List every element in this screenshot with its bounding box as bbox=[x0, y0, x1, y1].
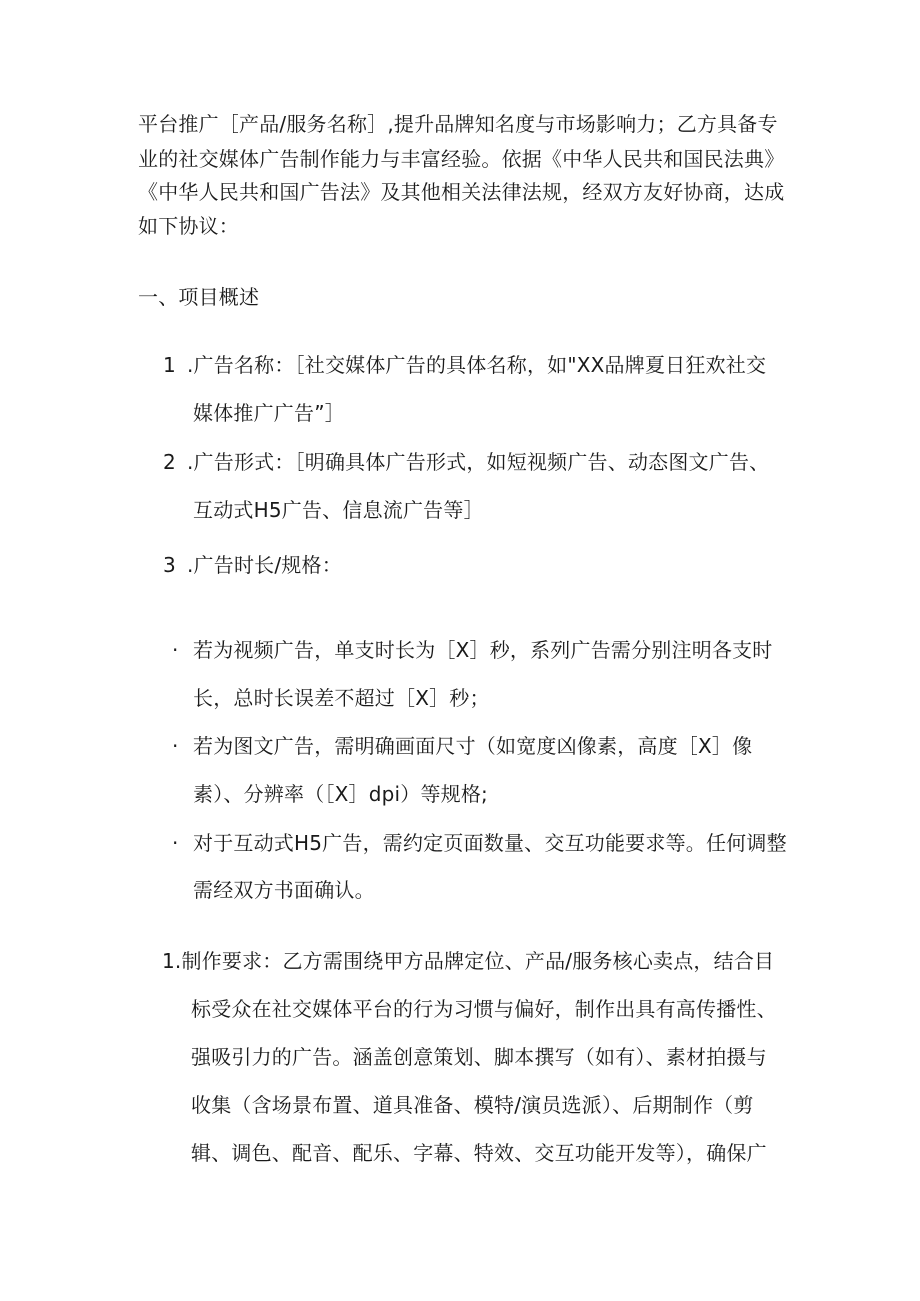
bullet-marker-2: · bbox=[172, 734, 179, 758]
section-heading: 一、项目概述 bbox=[138, 285, 260, 309]
requirement-line-2: 标受众在社交媒体平台的行为习惯与偏好，制作出具有高传播性、 bbox=[191, 997, 777, 1021]
bullet-marker-1: · bbox=[172, 638, 179, 662]
bullet-1-line-1: 若为视频广告，单支时长为［X］秒，系列广告需分别注明各支时 bbox=[193, 638, 773, 662]
bullet-marker-3: · bbox=[172, 831, 179, 855]
intro-line-3: 《中华人民共和国广告法》及其他相关法律法规，经双方友好协商，达成 bbox=[138, 180, 785, 204]
item-number-2: 2 bbox=[163, 450, 176, 474]
requirement-line-1: 1.制作要求：乙方需围绕甲方品牌定位、产品/服务核心卖点，结合目 bbox=[162, 949, 775, 973]
bullet-1-line-2: 长，总时长误差不超过［X］秒； bbox=[193, 686, 490, 710]
bullet-2-line-1: 若为图文广告，需明确画面尺寸（如宽度凶像素，高度［X］像 bbox=[193, 734, 753, 758]
item-number-1: 1 bbox=[163, 353, 176, 377]
intro-line-1: 平台推广［产品/服务名称］,提升品牌知名度与市场影响力；乙方具备专 bbox=[138, 112, 778, 136]
intro-line-4: 如下协议： bbox=[138, 214, 239, 238]
bullet-3-line-2: 需经双方书面确认。 bbox=[193, 878, 375, 902]
item-3-line-1: .广告时长/规格： bbox=[187, 553, 342, 577]
item-1-line-1: .广告名称：［社交媒体广告的具体名称，如"XX品牌夏日狂欢社交 bbox=[187, 353, 767, 377]
requirement-line-5: 辑、调色、配音、配乐、字幕、特效、交互功能开发等），确保广 bbox=[191, 1141, 767, 1165]
requirement-line-4: 收集（含场景布置、道具准备、模特/演员选派）、后期制作（剪 bbox=[191, 1093, 754, 1117]
bullet-2-line-2: 素）、分辨率（［X］dpi）等规格; bbox=[193, 782, 488, 806]
item-1-line-2: 媒体推广广告”］ bbox=[193, 401, 345, 425]
requirement-line-3: 强吸引力的广告。涵盖创意策划、脚本撰写（如有）、素材拍摄与 bbox=[191, 1045, 767, 1069]
bullet-3-line-1: 对于互动式H5广告，需约定页面数量、交互功能要求等。任何调整 bbox=[193, 831, 787, 855]
item-2-line-2: 互动式H5广告、信息流广告等］ bbox=[193, 498, 484, 522]
item-number-3: 3 bbox=[163, 553, 176, 577]
item-2-line-1: .广告形式：［明确具体广告形式，如短视频广告、动态图文广告、 bbox=[187, 450, 770, 474]
intro-line-2: 业的社交媒体广告制作能力与丰富经验。依据《中华人民共和国民法典》 bbox=[138, 147, 785, 171]
